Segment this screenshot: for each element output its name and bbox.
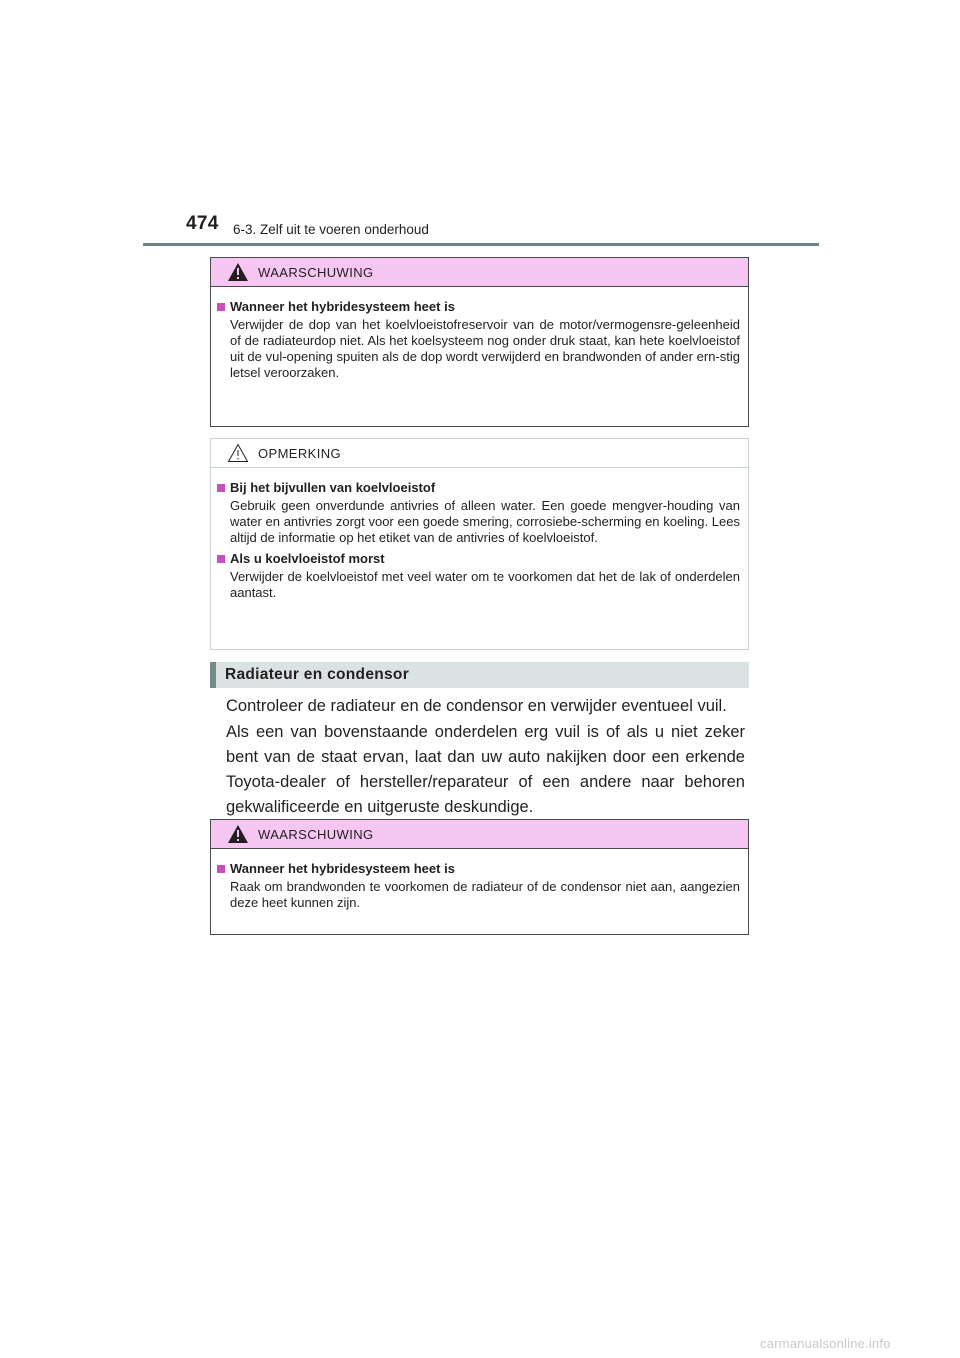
warning-title: WAARSCHUWING <box>258 826 374 842</box>
warning-item-heading-text: Wanneer het hybridesysteem heet is <box>230 299 455 314</box>
warning-item-text: Raak om brandwonden te voorkomen de radiateur of de condensor niet aan, aangezien deze heet kunnen zijn. <box>230 879 740 910</box>
warning-item-heading <box>216 299 740 314</box>
header-rule <box>143 243 819 246</box>
notice-item-heading-text: Bij het bijvullen van koelvloeistof <box>230 480 436 495</box>
notice-item <box>216 551 740 601</box>
warning-item-heading-text: Wanneer het hybridesysteem heet is <box>230 861 455 876</box>
notice-box <box>210 438 749 650</box>
notice-item-heading-text: Als u koelvloeistof morst <box>230 551 385 566</box>
notice-item <box>216 480 740 546</box>
warning-box-header <box>211 258 748 287</box>
warning-box-header <box>211 820 748 849</box>
warning-body <box>211 287 748 398</box>
notice-item-heading <box>216 480 740 495</box>
warning-item <box>216 861 740 911</box>
notice-item-heading <box>216 551 740 566</box>
section-paragraph: Als een van bovenstaande onderdelen erg vuil is of als u niet zeker bent van de staat ervan, laat dan uw auto nakijken door een erkende Toyota-dealer of hersteller/reparateur of een andere naar behoren gekwalificeerde en uitgeruste deskundige. <box>226 723 745 816</box>
caution-triangle-outline-icon <box>227 443 249 463</box>
warning-item-text: Verwijder de dop van het koelvloeistofreservoir van de motor/vermogensre-geleenheid of de radiateurdop niet. Als het koelsysteem nog onder druk staat, kan hete koelvloeistof uit de vul-opening spuiten als de dop wordt verwijderd en brandwonden of ander ern-stig letsel veroorzaken. <box>230 317 740 380</box>
warning-box-2 <box>210 819 749 935</box>
notice-body <box>211 468 748 618</box>
warning-title: WAARSCHUWING <box>258 264 374 280</box>
warning-item <box>216 299 740 381</box>
warning-body <box>211 849 748 928</box>
section-heading: Radiateur en condensor <box>210 662 749 688</box>
watermark: carmanualsonline.info <box>760 1336 891 1351</box>
notice-item-text: Gebruik geen onverdunde antivries of alleen water. Een goede mengver-houding van water en antivries zorgt voor een goede smering, corrosiebe-scherming en koeling. Lees altijd de informatie op het etiket van de antivries of koelvloeistof. <box>230 498 740 545</box>
warning-item-heading <box>216 861 740 876</box>
warning-triangle-icon <box>227 824 249 844</box>
section-header-title: 6-3. Zelf uit te voeren onderhoud <box>233 222 429 237</box>
square-bullet-icon <box>217 865 225 873</box>
square-bullet-icon <box>217 555 225 563</box>
warning-box-1 <box>210 257 749 427</box>
notice-title: OPMERKING <box>258 445 342 461</box>
page-number: 474 <box>186 213 219 234</box>
square-bullet-icon <box>217 484 225 492</box>
section-paragraph: Controleer de radiateur en de condensor en verwijder eventueel vuil. <box>226 697 727 715</box>
notice-box-header <box>211 439 748 468</box>
square-bullet-icon <box>217 303 225 311</box>
notice-item-text: Verwijder de koelvloeistof met veel water om te voorkomen dat het de lak of onderdelen aantast. <box>230 569 740 600</box>
warning-triangle-icon <box>227 262 249 282</box>
